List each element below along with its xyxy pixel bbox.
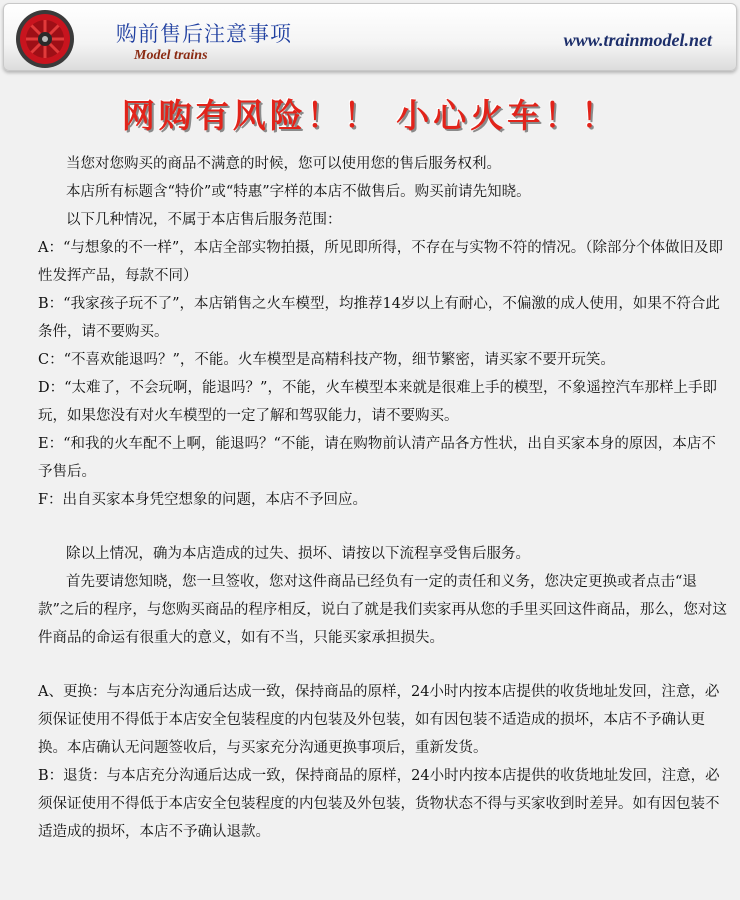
train-wheel-logo — [14, 8, 76, 70]
exclusions-heading: 以下几种情况，不属于本店售后服务范围： — [66, 212, 342, 228]
exclusion-item-d: D：“太难了，不会玩啊，能退吗？”，不能，火车模型本来就是很难上手的模型，不象遥控汽车那样上手即玩，如果您没有对火车模型的一定了解和驾驭能力，请不要购买。 — [38, 380, 717, 424]
signing-notice: 首先要请您知晓，您一旦签收，您对这件商品已经负有一定的责任和义务，您决定更换或者点击“退款”之后的程序，与您购买商品的程序相反，说白了就是我们卖家再从您的手里买回这件商品，那么，您对这件商品的命运有很重大的意义，如有不当，只能买家承担损失。 — [38, 574, 727, 646]
header-bar — [3, 3, 737, 71]
brand-subtitle: Model trains — [134, 48, 208, 63]
site-url[interactable]: www.trainmodel.net — [563, 30, 712, 50]
exclusion-item-f: F：出自买家本身凭空想象的问题，本店不予回应。 — [38, 492, 368, 508]
service-intro: 除以上情况，确为本店造成的过失、损坏、请按以下流程享受售后服务。 — [66, 546, 530, 562]
page-title: 购前售后注意事项 — [116, 22, 292, 46]
exclusion-item-c: C：“不喜欢能退吗？”，不能。火车模型是高精科技产物，细节繁密，请买家不要开玩笑。 — [38, 352, 615, 368]
intro-line: 当您对您购买的商品不满意的时候，您可以使用您的售后服务权利。 — [66, 156, 501, 172]
exchange-policy: A、更换：与本店充分沟通后达成一致，保持商品的原样，24小时内按本店提供的收货地址发回，注意，必须保证使用不得低于本店安全包装程度的内包装及外包装，如有因包装不适造成的损坏，本店不予确认更换。本店确认无问题签收后，与买家充分沟通更换事项后，重新发货。 — [38, 684, 720, 756]
return-policy: B：退货：与本店充分沟通后达成一致，保持商品的原样，24小时内按本店提供的收货地址发回，注意，必须保证使用不得低于本店安全包装程度的内包装及外包装，货物状态不得与买家收到时差异。如有因包装不适造成的损坏，本店不予确认退款。 — [38, 768, 720, 840]
special-offer-note: 本店所有标题含“特价”或“特惠”字样的本店不做售后。购买前请先知晓。 — [66, 184, 531, 200]
exclusion-item-e: E：“和我的火车配不上啊，能退吗？“不能，请在购物前认清产品各方性状，出自买家本身的原因，本店不予售后。 — [38, 436, 716, 480]
exclusion-item-a: A：“与想象的不一样”，本店全部实物拍摄，所见即所得，不存在与实物不符的情况。（除部分个体做旧及即性发挥产品，每款不同） — [38, 240, 724, 284]
exclusion-item-b: B：“我家孩子玩不了”，本店销售之火车模型，均推荐14岁以上有耐心，不偏激的成人使用，如果不符合此条件，请不要购买。 — [38, 296, 720, 340]
notice-content — [38, 150, 728, 846]
warning-banner: 网购有风险！！ 小心火车！！ — [121, 96, 619, 135]
